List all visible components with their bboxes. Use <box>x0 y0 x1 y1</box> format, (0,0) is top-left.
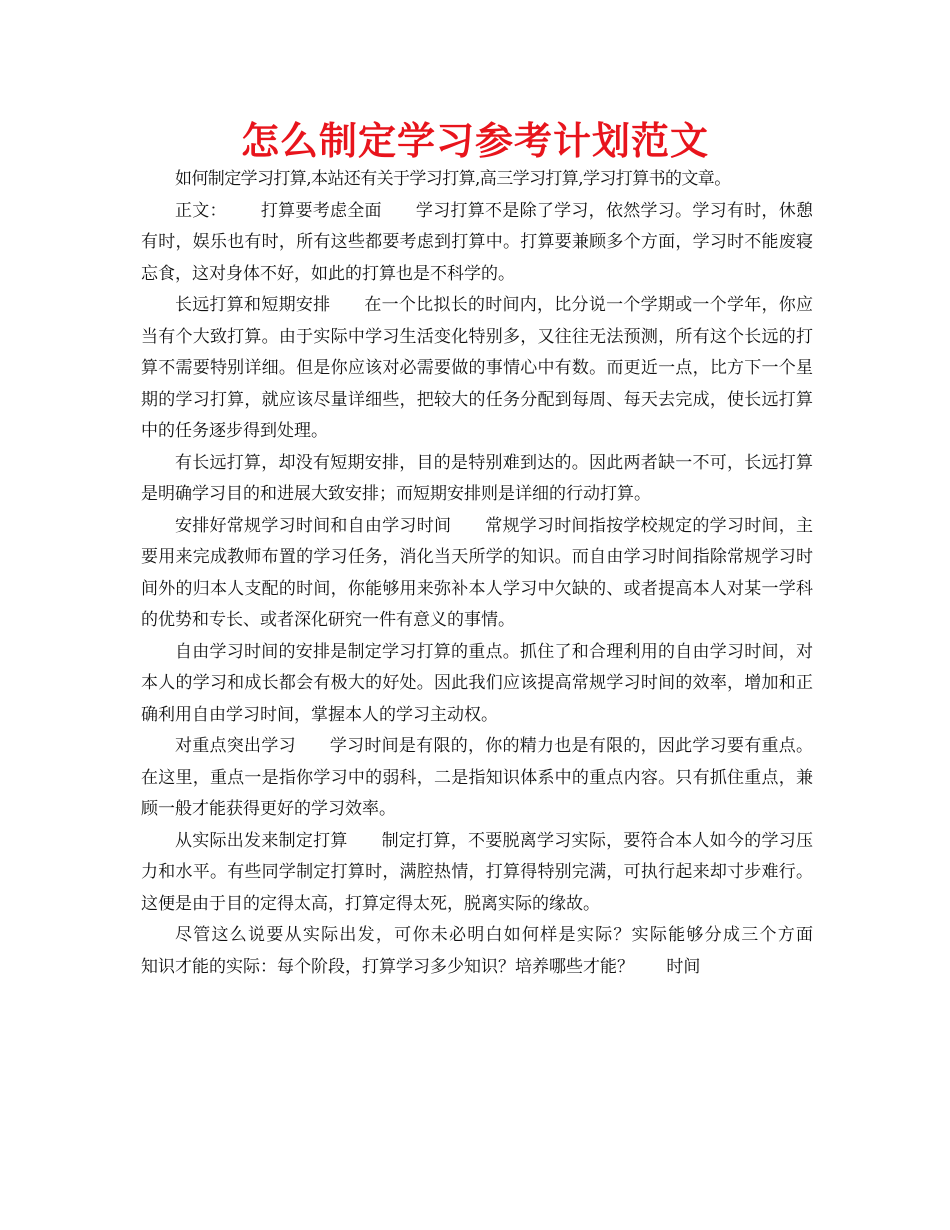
paragraph-both-needed: 有长远打算，却没有短期安排，目的是特别难到达的。因此两者缺一不可，长远打算是明确学习目的和进展大致安排；而短期安排则是详细的行动打算。 <box>141 452 813 504</box>
document-body <box>141 164 846 983</box>
document-title: 怎么制定学习参考计划范文 <box>240 119 709 163</box>
paragraph-regular-free-time: 安排好常规学习时间和自由学习时间 常规学习时间指按学校规定的学习时间，主要用来完成教师布置的学习任务，消化当天所学的知识。而自由学习时间指除常规学习时间外的归本人支配的时间，你能够用来弥补本人学习中欠缺的、或者提高本人对某一学科的优势和专长、或者深化研究一件有意义的事情。 <box>141 515 813 630</box>
paragraph-practical: 从实际出发来制定打算 制定打算，不要脱离学习实际，要符合本人如今的学习压力和水平。有些同学制定打算时，满腔热情，打算得特别完满，可执行起来却寸步难行。这便是由于目的定得太高，打算定得太死，脱离实际的缘故。 <box>141 830 813 914</box>
paragraph-key-points: 对重点突出学习 学习时间是有限的，你的精力也是有限的，因此学习要有重点。在这里，重点一是指你学习中的弱科，二是指知识体系中的重点内容。只有抓住重点，兼顾一般才能获得更好的学习效率。 <box>141 736 813 819</box>
paragraph-plan-comprehensive: 正文： 打算要考虑全面 学习打算不是除了学习，依然学习。学习有时，休憩有时，娱乐也有时，所有这些都要考虑到打算中。打算要兼顾多个方面，学习时不能废寝忘食，这对身体不好，如此的打算也是不科学的。 <box>141 200 813 284</box>
paragraph-three-aspects: 尽管这么说要从实际出发，可你未必明白如何样是实际？实际能够分成三个方面 知识才能的实际：每个阶段，打算学习多少知识？培养哪些才能？ 时间 <box>141 925 846 977</box>
paragraph-free-time-focus: 自由学习时间的安排是制定学习打算的重点。抓住了和合理利用的自由学习时间，对本人的学习和成长都会有极大的好处。因此我们应该提高常规学习时间的效率，增加和正确利用自由学习时间，掌握本人的学习主动权。 <box>141 641 813 725</box>
paragraph-intro: 如何制定学习打算,本站还有关于学习打算,高三学习打算,学习打算书的文章。 <box>175 169 731 189</box>
paragraph-long-short-term: 长远打算和短期安排 在一个比拟长的时间内，比分说一个学期或一个学年，你应当有个大致打算。由于实际中学习生活变化特别多，又往往无法预测，所有这个长远的打算不需要特别详细。但是你应该对必需要做的事情心中有数。而更近一点，比方下一个星期的学习打算，就应该尽量详细些，把较大的任务分配到每周、每天去完成，使长远打算中的任务逐步得到处理。 <box>141 295 813 441</box>
